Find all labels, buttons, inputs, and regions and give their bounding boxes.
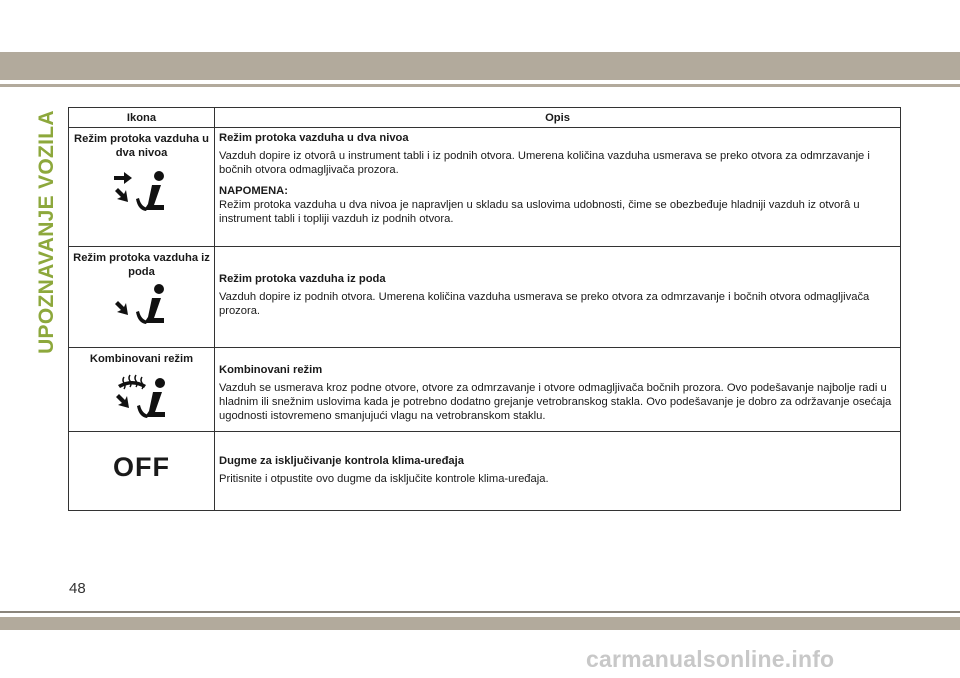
footer-rule: [0, 611, 960, 613]
table-row: [69, 348, 901, 432]
mode-label: Kombinovani režim: [89, 353, 194, 365]
icon-cell: [69, 432, 215, 511]
description-body: Pritisnite i otpustite ovo dugme da isključite kontrole klima-uređaja.: [219, 473, 549, 485]
description-title: Režim protoka vazduha u dva nivoa: [219, 132, 409, 144]
description-cell: [215, 128, 901, 247]
description-body: Vazduh dopire iz podnih otvora. Umerena količina vazduha usmerava se preko otvora za odmrzavanje i bočnih otvora odmagljivača prozora.: [219, 291, 870, 317]
off-button-icon: OFF: [113, 452, 170, 482]
description-title: Dugme za isključivanje kontrola klima-uređaja: [219, 455, 464, 467]
description-cell: [215, 432, 901, 511]
description-cell: [215, 348, 901, 432]
icon-cell: [69, 348, 215, 432]
section-title: UPOZNAVANJE VOZILA: [35, 110, 58, 354]
description-body: Vazduh dopire iz otvorâ u instrument tabli i iz podnih otvora. Umerena količina vazduha usmerava se preko otvora za odmrzavanje i bočnih otvora odmagljivača prozora.: [219, 150, 870, 176]
mode-label: Režim protoka vazduha iz poda: [73, 252, 210, 278]
note-title: NAPOMENA:: [219, 185, 288, 197]
climate-controls-table: [68, 107, 901, 511]
note-body: Režim protoka vazduha u dva nivoa je napravljen u skladu sa uslovima udobnosti, čime se obezbeđuje hladniji vazduh iz otvorâ u instrument tabli i topliji vazduh iz podnih otvora.: [219, 199, 860, 225]
column-header-description: Opis: [215, 108, 901, 128]
mode-label: Režim protoka vazduha u dva nivoa: [74, 133, 209, 159]
watermark: carmanualsonline.info: [586, 646, 835, 672]
header-rule: [0, 84, 960, 87]
footer-band: [0, 617, 960, 630]
page-number: 48: [69, 580, 86, 597]
header-band: [0, 52, 960, 80]
icon-cell: [69, 247, 215, 348]
column-header-icon: Ikona: [69, 108, 215, 128]
table-row: [69, 128, 901, 247]
mix-mode-icon: [112, 371, 172, 419]
description-title: Režim protoka vazduha iz poda: [219, 273, 386, 285]
table-row: [69, 432, 901, 511]
icon-cell: [69, 128, 215, 247]
description-body: Vazduh se usmerava kroz podne otvore, otvore za odmrzavanje i otvore odmagljivača bočnih prozora. Ovo podešavanje najbolje radi u hladnim ili snežnim uslovima kada je potrebno dodatno grejanje vetrobranskog stakla. Ovo podešavanje je dobro za održavanje osećaja ugodnosti istovremeno smanjujući vlagu na vetrobranskom staklu.: [219, 382, 892, 422]
table-header-row: [69, 108, 901, 128]
description-cell: [215, 247, 901, 348]
bilevel-airflow-icon: [112, 168, 172, 214]
description-title: Kombinovani režim: [219, 364, 323, 376]
floor-airflow-icon: [112, 283, 172, 329]
table-row: [69, 247, 901, 348]
